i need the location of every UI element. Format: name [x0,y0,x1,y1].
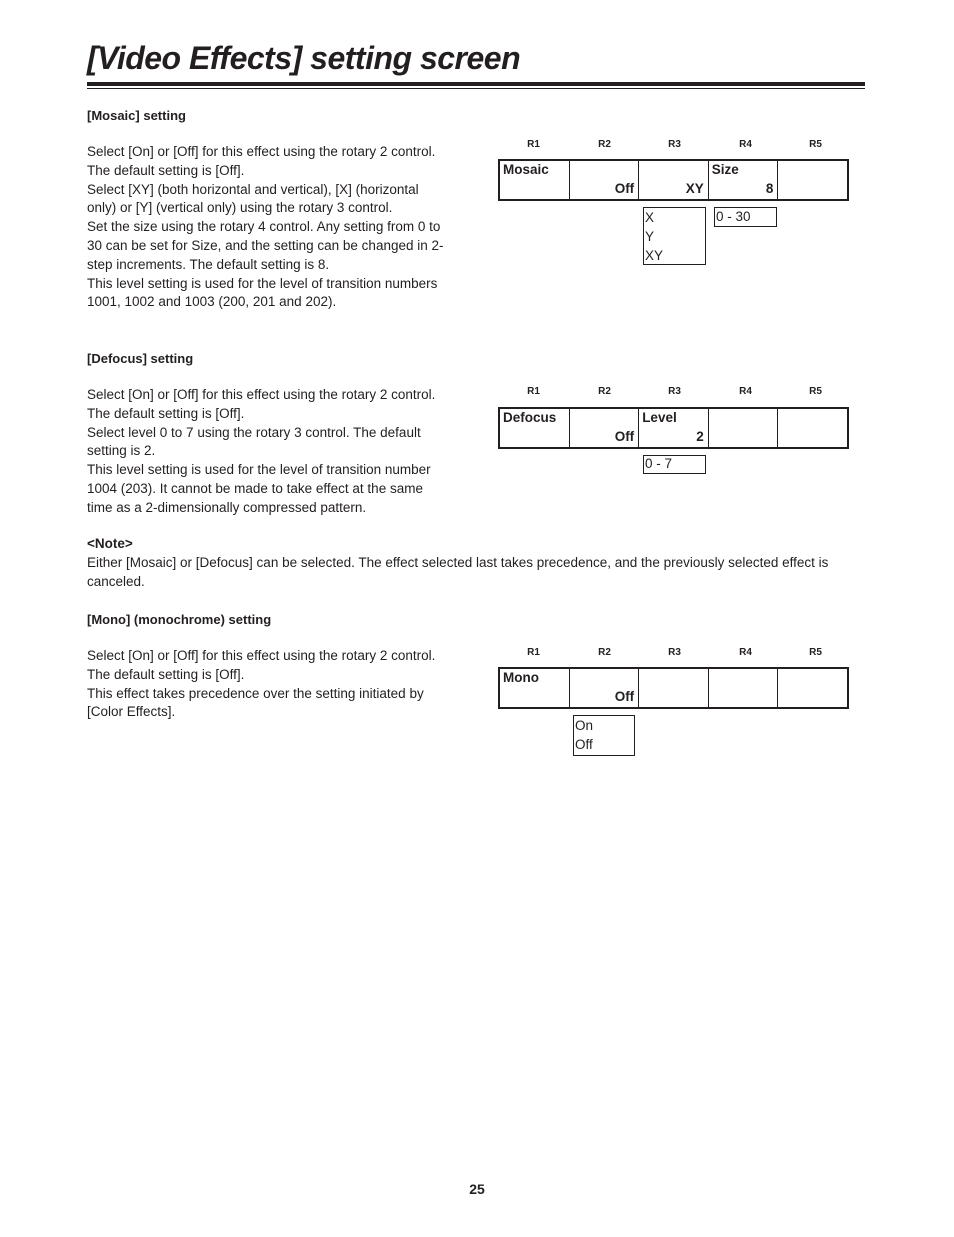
mono-line: This effect takes precedence over the setting initiated by [87,685,424,701]
defocus-line: Select [On] or [Off] for this effect using the rotary 2 control. [87,387,436,402]
column-label-r3: R3 [668,139,681,150]
column-label-r4: R4 [739,386,752,397]
mosaic-rotary-table [498,159,849,201]
mosaic-line: step increments. The default setting is 8. [87,256,330,272]
mosaic-size-range: 0 - 30 [714,207,777,227]
page-title: [Video Effects] setting screen [87,40,521,76]
column-label-r3: R3 [668,647,681,658]
mosaic-cell-r1 [500,161,570,199]
defocus-level-range: 0 - 7 [643,455,706,474]
mono-cell-name: Mono [503,670,539,685]
defocus-onoff-value: Off [614,429,635,444]
page-number: 25 [469,1181,485,1197]
defocus-cell-name: Defocus [503,410,557,425]
mosaic-size-value: 8 [765,181,774,196]
mosaic-cell-r4[interactable] [709,161,779,199]
mono-heading: [Mono] (monochrome) setting [87,612,272,627]
mosaic-line: Select [XY] (both horizontal and vertical), [X] (horizontal [87,181,419,197]
mosaic-line: Set the size using the rotary 4 control. Any setting from 0 to [87,219,441,235]
mosaic-size-label: Size [711,162,739,177]
defocus-rotary-table [498,407,849,449]
defocus-line: time as a 2-dimensionally compressed pattern. [87,499,367,515]
mono-cell-r2[interactable] [570,669,640,707]
mono-line: [Color Effects]. [87,704,176,720]
defocus-cell-r4 [709,409,779,447]
mono-onoff-options [573,715,635,756]
mono-line: The default setting is [Off]. [87,666,245,682]
mono-cell-r5 [778,669,847,707]
option-item[interactable]: Y [645,229,655,244]
option-item[interactable]: XY [645,248,664,263]
mono-line: Select [On] or [Off] for this effect using the rotary 2 control. [87,648,436,663]
mosaic-cell-r3[interactable] [639,161,709,199]
defocus-line: Select level 0 to 7 using the rotary 3 control. The default [87,424,421,440]
column-label-r5: R5 [809,386,822,397]
defocus-cell-r1 [500,409,570,447]
column-label-r2: R2 [598,386,611,397]
defocus-line: setting is 2. [87,443,156,459]
mosaic-line: This level setting is used for the level of transition numbers [87,275,438,291]
mono-description [87,647,463,722]
column-label-r1: R1 [527,139,540,150]
mosaic-line: only) or [Y] (vertical only) using the rotary 3 control. [87,200,393,216]
mosaic-line: 1001, 1002 and 1003 (200, 201 and 202). [87,294,337,310]
defocus-description [87,386,463,518]
column-label-r5: R5 [809,647,822,658]
note-block [87,535,865,591]
defocus-cell-r2[interactable] [570,409,640,447]
mono-onoff-value: Off [614,689,635,704]
defocus-line: This level setting is used for the level of transition number [87,462,431,478]
note-title: <Note> [87,536,133,551]
defocus-cell-r5 [778,409,847,447]
mosaic-line: 30 can be set for Size, and the setting can be changed in 2- [87,237,444,253]
title-rule [87,82,865,86]
column-label-r2: R2 [598,139,611,150]
mosaic-description [87,143,463,312]
note-text: Either [Mosaic] or [Defocus] can be selected. The effect selected last takes precedence, and the previously selected effect is canceled. [87,554,829,589]
defocus-cell-r3[interactable] [639,409,709,447]
column-label-r1: R1 [527,647,540,658]
column-label-r4: R4 [739,139,752,150]
column-label-r2: R2 [598,647,611,658]
column-label-r5: R5 [809,139,822,150]
mosaic-cell-r2[interactable] [570,161,640,199]
title-rule-thin [87,88,865,89]
mosaic-line: Select [On] or [Off] for this effect using the rotary 2 control. [87,144,436,159]
option-item[interactable]: X [645,210,655,225]
column-label-r3: R3 [668,386,681,397]
mono-rotary-table [498,667,849,709]
defocus-line: The default setting is [Off]. [87,405,245,421]
mosaic-cell-r5 [778,161,847,199]
mosaic-direction-value: XY [685,181,704,196]
column-label-r1: R1 [527,386,540,397]
option-item[interactable]: Off [575,737,593,752]
column-label-r4: R4 [739,647,752,658]
mosaic-direction-options [643,207,706,265]
defocus-level-value: 2 [696,429,704,444]
mosaic-cell-name: Mosaic [503,162,549,177]
mono-cell-r3 [639,669,709,707]
defocus-heading: [Defocus] setting [87,351,194,366]
defocus-line: 1004 (203). It cannot be made to take effect at the same [87,480,423,496]
defocus-level-label: Level [642,410,677,425]
mono-cell-r4 [709,669,779,707]
mono-cell-r1 [500,669,570,707]
mosaic-heading: [Mosaic] setting [87,108,186,123]
mosaic-onoff-value: Off [614,181,635,196]
mosaic-line: The default setting is [Off]. [87,162,245,178]
option-item[interactable]: On [575,718,594,733]
